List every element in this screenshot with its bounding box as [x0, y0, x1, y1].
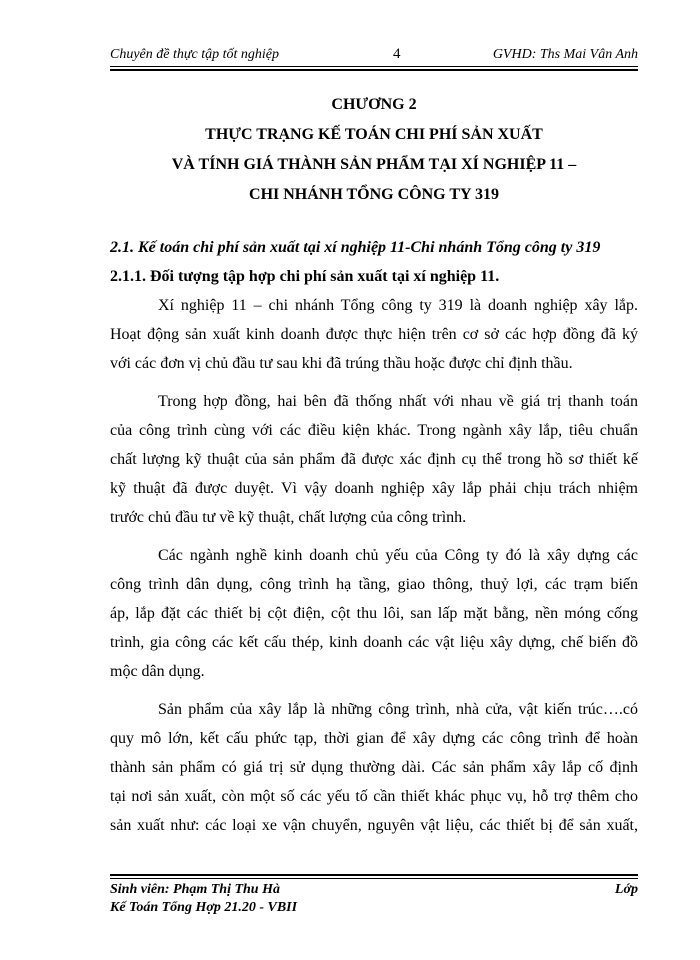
chapter-title-line-3: CHI NHÁNH TỔNG CÔNG TY 319 — [249, 186, 499, 203]
paragraph-line: Xí nghiệp 11 – chi nhánh Tổng công ty 319 là doanh nghiệp xây lắp. — [158, 297, 638, 314]
paragraph-line: mộc dân dụng. — [110, 663, 205, 680]
page-header — [110, 44, 638, 66]
footer-student-line — [110, 882, 638, 898]
chapter-title-line-2: VÀ TÍNH GIÁ THÀNH SẢN PHẨM TẠI XÍ NGHIỆP 11 – — [171, 156, 577, 173]
paragraph-line: quy mô lớn, kết cấu phức tạp, thời gian để xây dựng các công trình để hoàn — [110, 730, 638, 747]
paragraph-line: sản xuất như: các loại xe vận chuyển, nguyên vật liệu, các thiết bị để sản xuất, — [110, 817, 638, 834]
paragraph-line: tại nơi sản xuất, còn một số các yếu tố cần thiết khác phục vụ, hỗ trợ thêm cho — [110, 788, 638, 805]
paragraph-line: Trong hợp đồng, hai bên đã thống nhất với nhau về giá trị thanh toán — [158, 393, 638, 410]
paragraph-line: trình, gia công các kết cấu thép, kinh doanh các vật liệu xây dựng, chế biến đồ — [110, 634, 638, 651]
footer-class-label: Lớp — [614, 882, 638, 897]
paragraph-line: với các đơn vị chủ đầu tư sau khi đã trúng thầu hoặc được chỉ định thầu. — [110, 355, 573, 372]
header-page-number: 4 — [393, 46, 401, 62]
paragraph-line: của công trình cùng với các điều kiện khác. Trong ngành xây lắp, tiêu chuẩn — [110, 422, 638, 439]
paragraph-line: Hoạt động sản xuất kinh doanh được thực hiện trên cơ sở các hợp đồng đã ký — [110, 326, 638, 343]
chapter-title-line-1: THỰC TRẠNG KẾ TOÁN CHI PHÍ SẢN XUẤT — [205, 126, 543, 143]
header-supervisor: GVHD: Ths Mai Vân Anh — [492, 47, 638, 62]
header-document-title: Chuyên đề thực tập tốt nghiệp — [110, 47, 279, 62]
header-rule-thick — [110, 69, 638, 71]
paragraph-line: công trình dân dụng, công trình hạ tầng, giao thông, thuỷ lợi, các trạm biến — [110, 576, 638, 593]
header-rule-thin — [110, 66, 638, 67]
footer-class-value: Kế Toán Tổng Hợp 21.20 - VBII — [110, 900, 298, 915]
paragraph-line: thành sản phẩm có giá trị sử dụng thường dài. Các sản phẩm xây lắp cố định — [110, 759, 638, 776]
paragraph-line: Các ngành nghề kinh doanh chủ yếu của Công ty đó là xây dựng các — [158, 547, 638, 564]
paragraph-line: kỹ thuật đã được duyệt. Vì vậy doanh nghiệp xây lắp phải chịu trách nhiệm — [110, 480, 638, 497]
section-heading-2-1-1: 2.1.1. Đối tượng tập hợp chi phí sản xuất tại xí nghiệp 11. — [110, 268, 500, 285]
paragraph-line: trước chủ đầu tư về kỹ thuật, chất lượng của công trình. — [110, 509, 467, 526]
chapter-number: CHƯƠNG 2 — [331, 96, 417, 113]
paragraph-line: chất lượng kỹ thuật của sản phẩm đã được xác định cụ thể trong hồ sơ thiết kế — [110, 451, 638, 468]
section-heading-2-1: 2.1. Kế toán chi phí sản xuất tại xí nghiệp 11-Chi nhánh Tổng công ty 319 — [110, 239, 601, 256]
paragraph-line: Sản phẩm của xây lắp là những công trình, nhà cửa, vật kiến trúc….có — [158, 701, 638, 718]
footer-rule-thin — [110, 878, 638, 879]
footer-rule-thick — [110, 874, 638, 876]
paragraph-line: áp, lắp đặt các thiết bị cột điện, cột thu lôi, san lấp mặt bằng, nền móng cống — [110, 605, 638, 622]
footer-student-name: Sinh viên: Phạm Thị Thu Hà — [110, 882, 280, 897]
